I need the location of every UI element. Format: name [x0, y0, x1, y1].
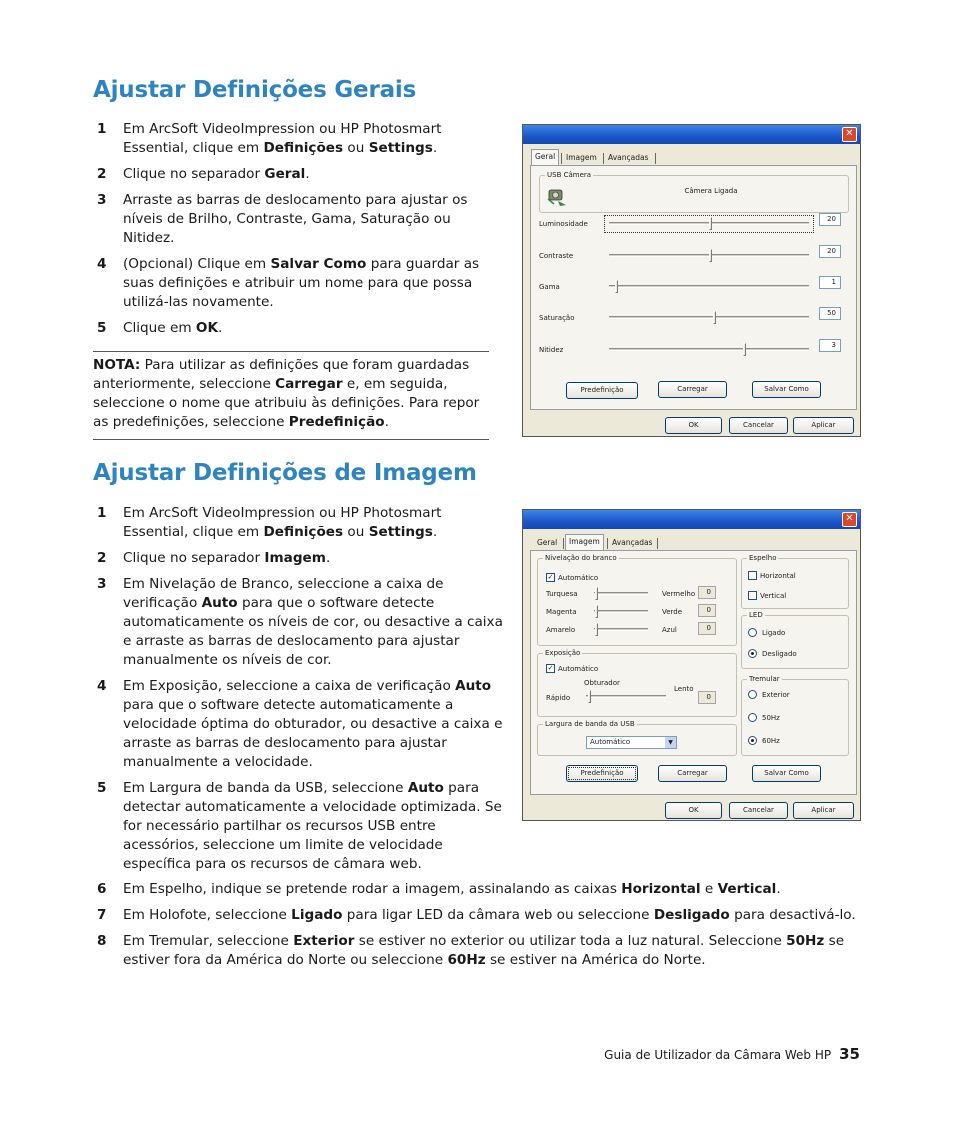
- step-item: [93, 191, 506, 248]
- step-number: 8: [97, 933, 107, 949]
- step-number: 5: [97, 780, 107, 796]
- slider-label: Contraste: [539, 252, 574, 260]
- step-number: 6: [97, 881, 107, 897]
- color-slider-track[interactable]: [594, 628, 648, 631]
- led-title: LED: [749, 611, 763, 619]
- dialog-titlebar: [523, 125, 860, 144]
- close-icon[interactable]: ✕: [842, 512, 857, 527]
- note-text: NOTA: Para utilizar as definições que foram guardadas anteriormente, seleccione Carregar e, em seguida, seleccione o nome que atribuiu às definições. Para repor as predefinições, seleccione Predefinição.: [93, 357, 480, 430]
- slider-value: 20: [819, 245, 841, 258]
- color-slider-label: Turquesa: [546, 590, 578, 598]
- exposure-auto-label: Automático: [558, 665, 599, 673]
- usb-camera-group: [539, 171, 849, 213]
- slider-value: 1: [819, 276, 841, 289]
- color-slider-label: Amarelo: [546, 626, 576, 634]
- step-text: Arraste as barras de deslocamento para ajustar os níveis de Brilho, Contraste, Gama, Saturação ou Nitidez.: [123, 192, 468, 246]
- image-panel: [530, 550, 857, 795]
- step-item: [93, 880, 873, 899]
- usb-bandwidth-select[interactable]: [586, 736, 677, 749]
- mirror-group: [741, 554, 849, 609]
- steps-image: [93, 504, 506, 881]
- apply-button[interactable]: Aplicar: [793, 417, 854, 434]
- step-text: Em Holofote, seleccione Ligado para ligar LED da câmara web ou seleccione Desligado para desactivá-lo.: [123, 907, 856, 923]
- default-button[interactable]: Predefinição: [566, 382, 638, 399]
- mirror-title: Espelho: [749, 554, 777, 562]
- slider-track[interactable]: [609, 285, 809, 288]
- tab-avancadas[interactable]: Avançadas: [608, 153, 649, 162]
- tab-imagem[interactable]: Imagem: [566, 153, 597, 162]
- slider-label: Nitidez: [539, 346, 564, 354]
- step-item: [93, 504, 506, 542]
- step-number: 2: [97, 166, 107, 182]
- flicker-60hz-radio[interactable]: [748, 736, 757, 745]
- slider-label: Gama: [539, 283, 560, 291]
- color-slider-track[interactable]: [594, 592, 648, 595]
- exposure-auto-checkbox[interactable]: ✓: [547, 664, 554, 672]
- load-button[interactable]: Carregar: [658, 381, 727, 398]
- ok-button[interactable]: OK: [665, 802, 722, 819]
- usb-bandwidth-group: [537, 720, 737, 756]
- color-value-label: Azul: [662, 626, 677, 634]
- webcam-icon: [546, 187, 568, 207]
- tab-imagem[interactable]: Imagem: [565, 534, 604, 550]
- mirror-horizontal-checkbox[interactable]: [748, 571, 757, 580]
- step-number: 4: [97, 678, 107, 694]
- step-number: 5: [97, 320, 107, 336]
- step-text: Clique no separador Geral.: [123, 166, 310, 182]
- flicker-outdoor-label: Exterior: [762, 691, 790, 699]
- steps-general: [93, 120, 506, 345]
- camera-status: Câmera Ligada: [684, 187, 738, 195]
- step-item: [93, 165, 506, 184]
- flicker-60hz-label: 60Hz: [762, 737, 780, 745]
- slider-thumb[interactable]: [615, 280, 618, 293]
- save-as-button[interactable]: Salvar Como: [752, 765, 821, 782]
- step-text: Em Nivelação de Branco, seleccione a caixa de verificação Auto para que o software detecte automaticamente os níveis de cor, ou desactive a caixa e arraste as barras de deslocamento para ajustar manualmente os níveis de cor.: [123, 576, 503, 668]
- slider-value: 3: [819, 339, 841, 352]
- cancel-button[interactable]: Cancelar: [729, 417, 788, 434]
- exposure-group: [537, 649, 737, 717]
- slider-label: Luminosidade: [539, 220, 588, 228]
- exposure-title: Exposição: [545, 649, 581, 657]
- step-number: 1: [97, 121, 107, 137]
- close-icon[interactable]: ✕: [842, 127, 857, 142]
- slider-control[interactable]: [605, 216, 813, 232]
- step-text: Em Tremular, seleccione Exterior se estiver no exterior ou utilizar toda a luz natural. Seleccione 50Hz se estiver fora da América do Norte ou seleccione 60Hz se estiver na América do Norte.: [123, 933, 845, 968]
- load-button[interactable]: Carregar: [658, 765, 727, 782]
- led-off-radio[interactable]: [748, 649, 757, 658]
- color-slider-label: Magenta: [546, 608, 577, 616]
- slider-value: 20: [819, 213, 841, 226]
- led-off-label: Desligado: [762, 650, 797, 658]
- slider-thumb[interactable]: [713, 311, 716, 324]
- color-value: 0: [698, 622, 716, 635]
- usb-bandwidth-title: Largura de banda da USB: [545, 720, 635, 728]
- shutter-label: Obturador: [584, 679, 620, 687]
- white-balance-auto-checkbox[interactable]: ✓: [547, 573, 554, 581]
- slider-control[interactable]: [605, 248, 813, 264]
- usb-camera-group-title: USB Câmera: [547, 171, 592, 179]
- step-item: [93, 779, 506, 874]
- ok-button[interactable]: OK: [665, 417, 722, 434]
- note-box: [93, 351, 489, 440]
- flicker-50hz-label: 50Hz: [762, 714, 780, 722]
- slider-track[interactable]: [609, 316, 809, 319]
- shutter-slider-track[interactable]: [586, 695, 666, 698]
- shutter-slider-thumb[interactable]: [588, 690, 591, 703]
- slider-track[interactable]: [609, 348, 809, 351]
- white-balance-title: Nivelação do branco: [545, 554, 617, 562]
- tab-avancadas[interactable]: Avançadas: [612, 538, 653, 547]
- default-button[interactable]: Predefinição: [566, 765, 638, 782]
- step-text: Clique em OK.: [123, 320, 223, 336]
- step-text: Em Exposição, seleccione a caixa de verificação Auto para que o software detecte automaticamente a velocidade óptima do obturador, ou desactive a caixa e arraste as barras de deslocamento para ajustar manualmente a velocidade.: [123, 678, 503, 770]
- step-item: [93, 575, 506, 670]
- white-balance-group: [537, 554, 737, 646]
- step-text: Em Largura de banda da USB, seleccione Auto para detectar automaticamente a velocidade optimizada. Se for necessário partilhar os recursos USB entre acessórios, seleccione um limite de velocidade específica para os recursos de câmara web.: [123, 780, 502, 872]
- flicker-50hz-radio[interactable]: [748, 713, 757, 722]
- color-value-label: Verde: [662, 608, 683, 616]
- step-item: [93, 906, 873, 925]
- mirror-vertical-label: Vertical: [760, 592, 787, 600]
- slider-label: Saturação: [539, 314, 575, 322]
- slider-value: 50: [819, 307, 841, 320]
- slider-thumb[interactable]: [743, 343, 746, 356]
- color-slider-track[interactable]: [594, 610, 648, 613]
- mirror-horizontal-label: Horizontal: [760, 572, 796, 580]
- color-value: 0: [698, 586, 716, 599]
- step-item: [93, 319, 506, 338]
- step-item: [93, 677, 506, 772]
- color-slider-thumb[interactable]: [595, 623, 598, 636]
- steps-image-wide: [93, 880, 873, 977]
- shutter-value: 0: [698, 691, 716, 704]
- fast-label: Rápido: [546, 694, 571, 702]
- flicker-outdoor-radio[interactable]: [748, 690, 757, 699]
- usb-bandwidth-value: Automático: [590, 738, 631, 746]
- color-slider-thumb[interactable]: [595, 587, 598, 600]
- page-footer: [604, 1045, 860, 1063]
- settings-dialog-general: [522, 124, 861, 437]
- guide-title: Guia de Utilizador da Câmara Web HP: [604, 1048, 832, 1062]
- slider-control[interactable]: [605, 342, 813, 358]
- section-title-image: Ajustar Definições de Imagem: [93, 460, 477, 486]
- slow-label: Lento: [674, 685, 694, 693]
- dialog-titlebar-2: [523, 510, 860, 529]
- slider-control[interactable]: [605, 279, 813, 295]
- slider-thumb[interactable]: [709, 217, 712, 230]
- step-number: 2: [97, 550, 107, 566]
- step-item: [93, 932, 873, 970]
- color-value: 0: [698, 604, 716, 617]
- general-panel: [530, 165, 857, 410]
- step-number: 3: [97, 192, 107, 208]
- tab-geral[interactable]: Geral: [537, 538, 558, 547]
- color-slider-thumb[interactable]: [595, 605, 598, 618]
- settings-dialog-image: [522, 509, 861, 821]
- step-text: (Opcional) Clique em Salvar Como para guardar as suas definições e atribuir um nome para que possa utilizá-las novamente.: [123, 256, 480, 310]
- white-balance-auto-label: Automático: [558, 574, 599, 582]
- led-on-radio[interactable]: [748, 628, 757, 637]
- step-text: Em ArcSoft VideoImpression ou HP Photosmart Essential, clique em Definições ou Settings.: [123, 121, 442, 156]
- step-text: Em ArcSoft VideoImpression ou HP Photosmart Essential, clique em Definições ou Settings.: [123, 505, 442, 540]
- step-item: [93, 549, 506, 568]
- tab-geral[interactable]: Geral: [531, 149, 559, 165]
- slider-thumb[interactable]: [709, 249, 712, 262]
- mirror-vertical-checkbox[interactable]: [748, 591, 757, 600]
- step-number: 4: [97, 256, 107, 272]
- page-number: 35: [839, 1045, 860, 1063]
- apply-button[interactable]: Aplicar: [793, 802, 854, 819]
- cancel-button[interactable]: Cancelar: [729, 802, 788, 819]
- flicker-title: Tremular: [749, 675, 780, 683]
- step-item: [93, 255, 506, 312]
- flicker-group: [741, 675, 849, 756]
- step-number: 3: [97, 576, 107, 592]
- led-on-label: Ligado: [762, 629, 786, 637]
- step-text: Clique no separador Imagem.: [123, 550, 331, 566]
- save-as-button[interactable]: Salvar Como: [752, 381, 821, 398]
- color-value-label: Vermelho: [662, 590, 696, 598]
- step-text: Em Espelho, indique se pretende rodar a imagem, assinalando as caixas Horizontal e Vertical.: [123, 881, 781, 897]
- step-number: 7: [97, 907, 107, 923]
- step-item: [93, 120, 506, 158]
- led-group: [741, 611, 849, 669]
- slider-control[interactable]: [605, 310, 813, 326]
- section-title-general: Ajustar Definições Gerais: [93, 77, 417, 103]
- step-number: 1: [97, 505, 107, 521]
- chevron-down-icon: ▼: [665, 737, 676, 748]
